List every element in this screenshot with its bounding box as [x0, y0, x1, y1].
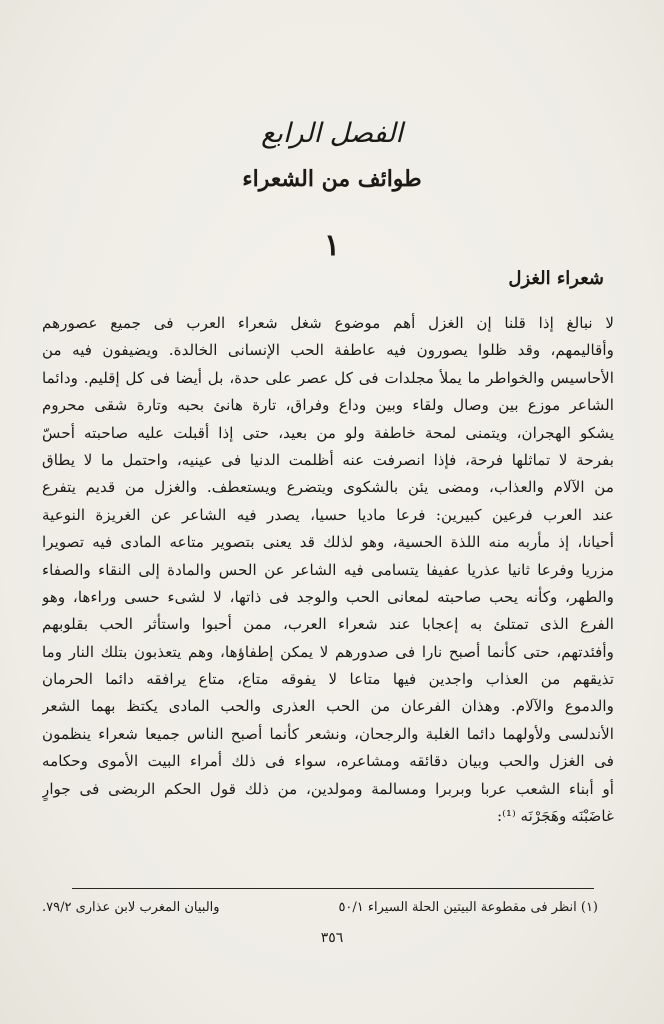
text-line: أو أبناء الشعب عربا وبربرا ومسالمة ومولدين، من ذلك قول الحكم الربضى فى جوارٍ	[42, 779, 614, 798]
text-line: الأحاسيس والخواطر ما يملأ مجلدات فى كل عصر على حدة، بل أيضا فى كل إقليم. ودائما	[42, 368, 614, 387]
text-line: يشكو الهجران، ويتمنى لمحة خاطفة ولو من بعيد، حتى إذا أقبلت عليه صاحبته أحسّ	[42, 423, 614, 442]
text-line: الأندلسى ولأولهما دائما الغلبة والرجحان، ونشعر كأنما أصبح الناس جميعا شعراء ينظمون	[42, 724, 614, 743]
section-numeral: ١	[323, 228, 341, 263]
text-line: وأفئدتهم، حتى كأنما أصبح نارا فى صدورهم لا يمكن إطفاؤها، وهم يتعذبون بتلك النار وما	[42, 642, 614, 661]
chapter-title: الفصل الرابع	[261, 118, 403, 149]
text-line: والطهر، وكأنه يحب صاحبته لمعانى الحب والوجد فى ذاتها، لا لشىء حسى وراءها، وهو	[42, 587, 614, 606]
text-line: أحيانا، إذ مأربه منه اللذة الحسية، وهو لذلك قد يعنى بتصوير متاعه المادى فيه تصويرا	[42, 533, 614, 552]
text-line: الفرع الذى تمتلئ به إعجابا عند شعراء العرب، ممن أحبوا واستأثر الحب بقلوبهم	[42, 615, 614, 634]
chapter-subtitle: طوائف من الشعراء	[242, 166, 422, 192]
footnote-divider	[72, 888, 594, 889]
section-heading: شعراء الغزل	[508, 268, 604, 289]
footnote	[42, 900, 598, 915]
text-line: غاضَبْنَه وهَجَرْنَه ⁽¹⁾:	[496, 807, 614, 826]
text-line: مزريا وفرعا ثانيا عذريا عفيفا يتسامى فيه الشاعر عن الحس والمادة إلى النقاء والصفاء	[42, 560, 614, 579]
footnote-citation: (١) انظر فى مقطوعة البيتين الحلة السيراء ٥٠/١	[338, 900, 598, 915]
footnote-citation-continued: والبيان المغرب لابن عذارى ٧٩/٢.	[42, 900, 220, 915]
text-line: تذيقهم من العذاب واجدين فيها متاعا لا يفوقه متاع، متاع يرافقه دائما الحرمان	[42, 670, 614, 689]
text-line: لا نبالغ إذا قلنا إن الغزل أهم موضوع شغل شعراء العرب فى جميع عصورهم	[42, 314, 614, 332]
text-line: الشاعر موزع بين وصال ولقاء وبين وداع وفراق، تارة هانئ بحبه وتارة شقى محروم	[42, 396, 614, 415]
body-text	[42, 310, 614, 830]
text-line: وأقاليمهم، وقد ظلوا يصورون فيه عاطفة الحب الإنسانى الخالدة. ويضيفون فيه من	[42, 341, 614, 360]
page-number: ٣٥٦	[320, 930, 344, 946]
text-line: بفرحة لا تماثلها فرحة، فإذا انصرفت عنه أظلمت الدنيا فى عينيه، واحتمل ما لا يطاق	[42, 450, 614, 469]
text-line: فى الغزل والحب وبيان دقائقه ومشاعره، سواء فى ذلك أمراء البيت الأموى وحكامه	[42, 752, 614, 771]
text-line: عند العرب فرعين كبيرين: فرعا ماديا حسيا، يصدر فيه الشاعر عن الغريزة النوعية	[42, 505, 614, 524]
text-line: من الآلام والعذاب، ومضى يئن بالشكوى ويتضرع ويستعطف. والغزل من قديم يتفرع	[42, 478, 614, 497]
text-line: والدموع والآلام. وهذان الفرعان من الحب العذرى والحب المادى يكتظ بهما الشعر	[42, 697, 614, 716]
